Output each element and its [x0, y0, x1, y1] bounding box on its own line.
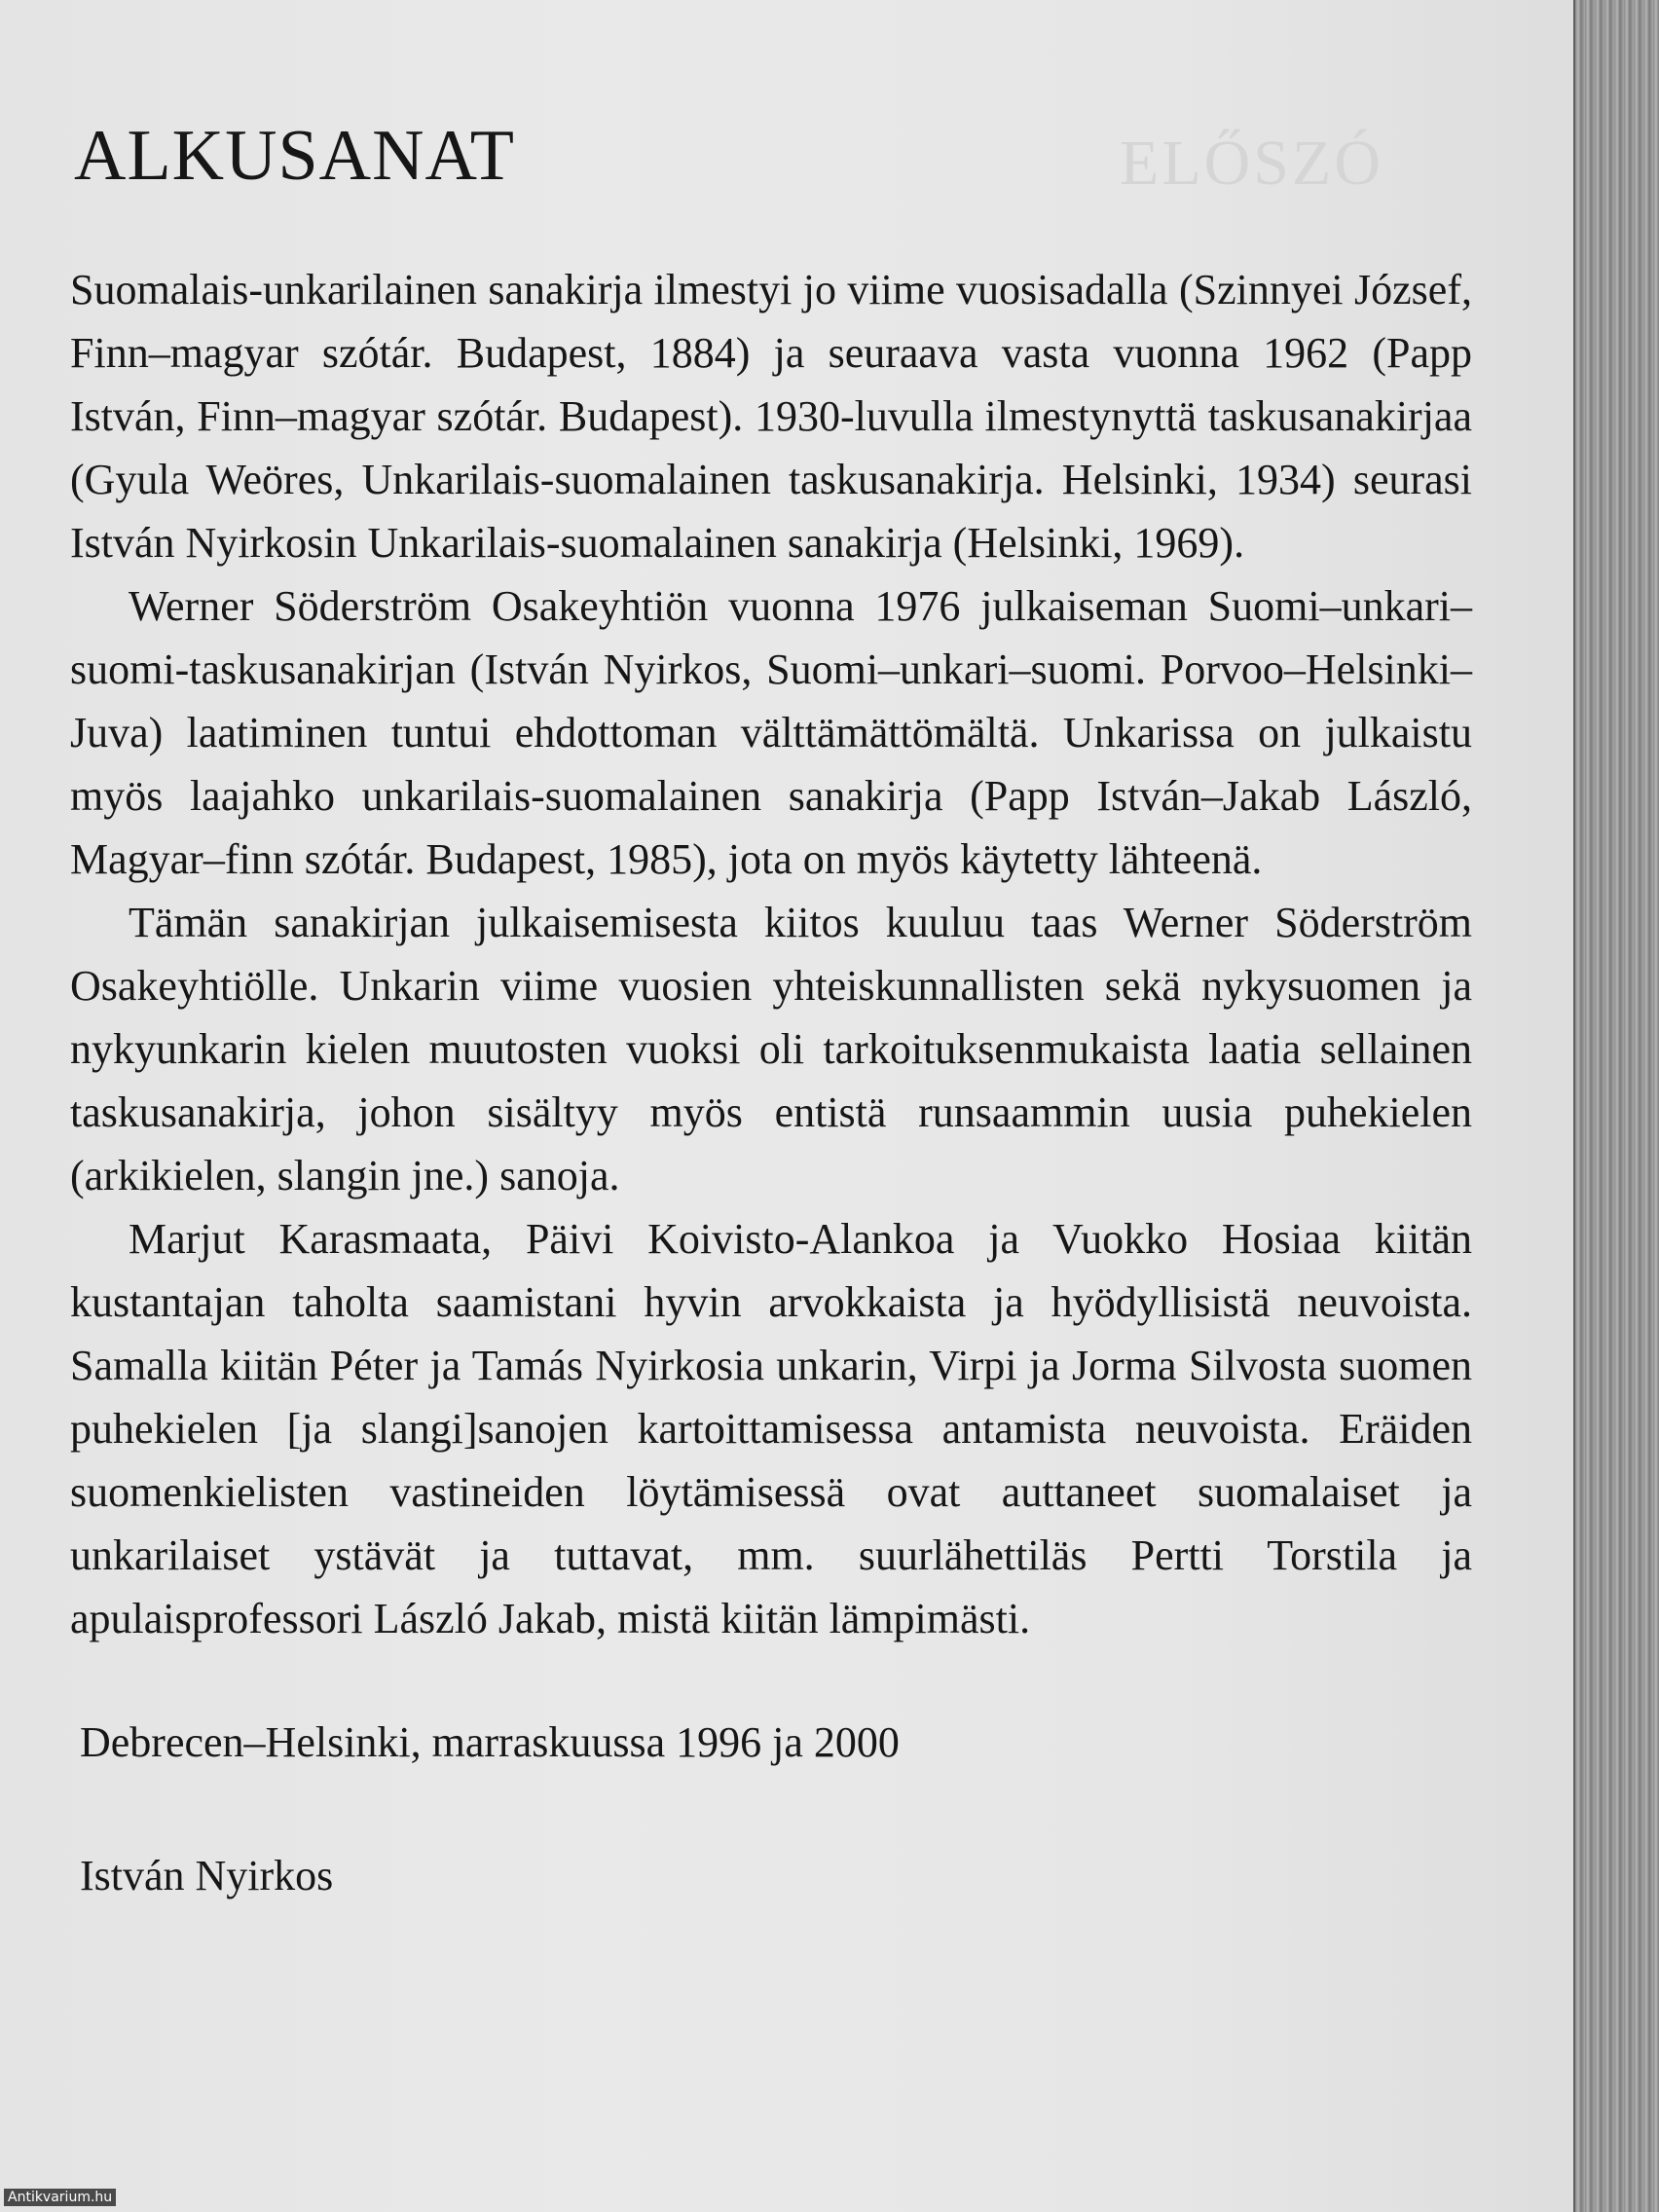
bleed-through-title: ELŐSZÓ	[1120, 128, 1383, 199]
watermark-label: Antikvarium.hu	[4, 2189, 116, 2206]
page-title: ALKUSANAT	[74, 116, 515, 196]
paragraph-2: Werner Söderström Osakeyhtiön vuonna 1976 julkaiseman Suomi–unkari–suomi-taskusanakirjan (István Nyirkos, Suomi–unkari–suomi. Porvoo–Helsinki–Juva) laatiminen tuntui ehdottoman välttämättömältä. Unkarissa on julkaistu myös laajahko unkarilais-suomalainen sanakirja (Papp István–Jakab László, Magyar–finn szótár. Budapest, 1985), jota on myös käytetty lähteenä.	[70, 582, 1472, 884]
place-and-date: Debrecen–Helsinki, marraskuussa 1996 ja 2000	[80, 1718, 900, 1767]
paragraph-4: Marjut Karasmaata, Päivi Koivisto-Alankoa ja Vuokko Hosiaa kiitän kustantajan taholta saamistani hyvin arvokkaista ja hyödyllisistä neuvoista. Samalla kiitän Péter ja Tamás Nyirkosia unkarin, Virpi ja Jorma Silvosta suomen puhekielen [ja slangi]sanojen kartoittamisessa antamista neuvoista. Eräiden suomenkielisten vastineiden löytämisessä ovat auttaneet suomalaiset ja unkarilaiset ystävät ja tuttavat, mm. suurlähettiläs Pertti Torstila ja apulaisprofessori László Jakab, mistä kiitän lämpimästi.	[70, 1215, 1472, 1643]
paragraph-1: Suomalais-unkarilainen sanakirja ilmestyi jo viime vuosisadalla (Szinnyei József, Finn–magyar szótár. Budapest, 1884) ja seuraava vasta vuonna 1962 (Papp István, Finn–magyar szótár. Budapest). 1930-luvulla ilmestynyttä taskusanakirjaa (Gyula Weöres, Unkarilais-suomalainen taskusanakirja. Helsinki, 1934) seurasi István Nyirkosin Unkarilais-suomalainen sanakirja (Helsinki, 1969).	[70, 266, 1472, 568]
preface-content	[70, 117, 1472, 1907]
author-signature: István Nyirkos	[80, 1852, 334, 1900]
book-page-edge	[1573, 0, 1659, 2212]
paragraph-3: Tämän sanakirjan julkaisemisesta kiitos kuuluu taas Werner Söderström Osakeyhtiölle. Unkarin viime vuosien yhteiskunnallisten sekä nykysuomen ja nykyunkarin kielen muutosten vuoksi oli tarkoituksenmukaista laatia sellainen taskusanakirja, johon sisältyy myös entistä runsaammin uusia puhekielen (arkikielen, slangin jne.) sanoja.	[70, 899, 1472, 1200]
